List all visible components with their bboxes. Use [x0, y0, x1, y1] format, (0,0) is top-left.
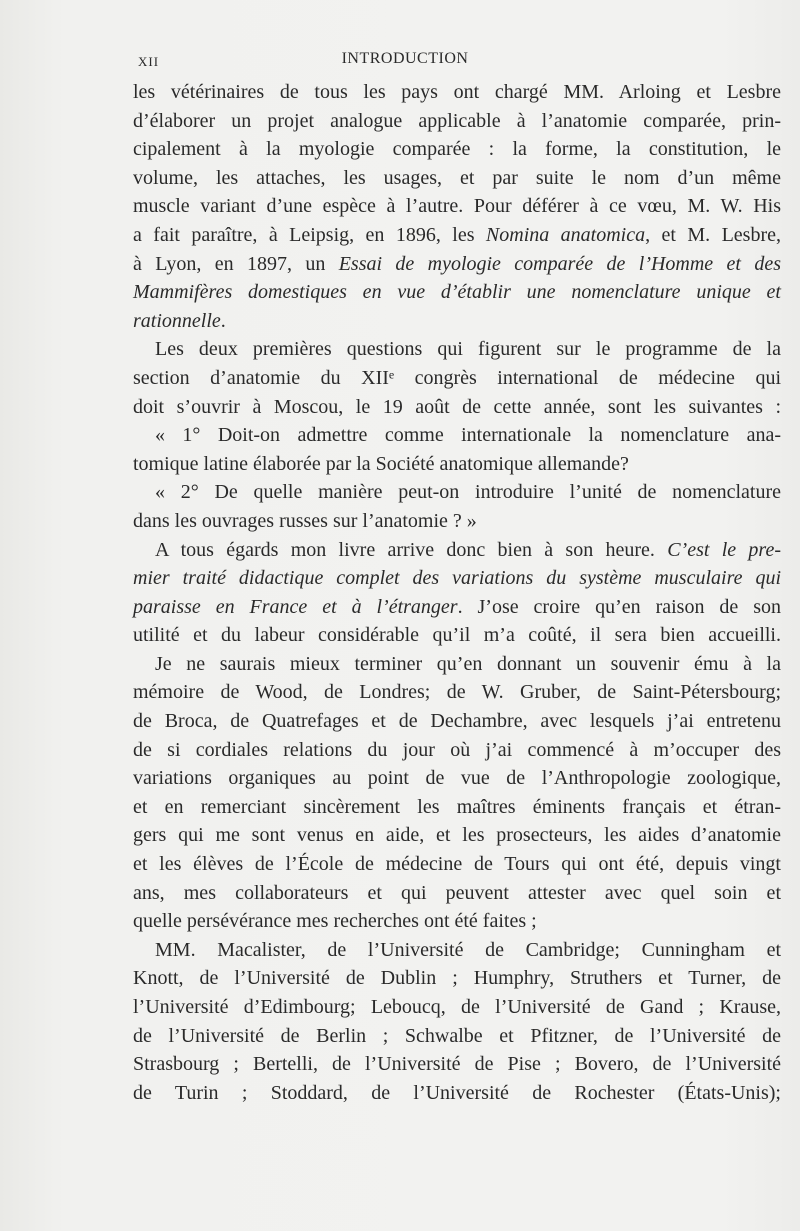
text-segment: Les deux premières questions qui figurent sur le programme de la: [155, 338, 781, 361]
text-line: [133, 764, 781, 793]
text-line: [133, 1050, 781, 1079]
text-segment: cipalement à la myologie comparée : la forme, la constitution, le: [133, 138, 781, 161]
text-line: [133, 850, 781, 879]
text-segment: . J’ose croire qu’en raison de son: [457, 595, 781, 618]
text-segment: variations organiques au point de vue de l’Anthropologie zoologique,: [133, 767, 781, 790]
text-segment: et les élèves de l’École de médecine de Tours qui ont été, depuis vingt: [133, 853, 781, 876]
text-line: [133, 593, 781, 622]
text-line: [133, 192, 781, 221]
text-line: [133, 936, 781, 965]
text-segment: utilité et du labeur considérable qu’il m’a coûté, il sera bien accueilli.: [133, 624, 781, 647]
text-segment: et en remerciant sincèrement les maîtres éminents français et étran-: [133, 795, 781, 818]
text-segment: a fait paraître, à Leipsig, en 1896, les: [133, 223, 486, 246]
text-segment: de Broca, de Quatrefages et de Dechambre, avec lesquels j’ai entretenu: [133, 710, 781, 733]
text-segment: Je ne saurais mieux terminer qu’en donnant un souvenir ému à la: [155, 652, 781, 675]
text-line: [133, 821, 781, 850]
text-line: [133, 393, 781, 422]
text-line: [133, 536, 781, 565]
text-segment: d’élaborer un projet analogue applicable à l’anatomie comparée, prin-: [133, 109, 781, 132]
text-segment: MM. Macalister, de l’Université de Cambridge; Cunningham et: [155, 938, 781, 961]
text-line: [133, 107, 781, 136]
text-segment: l’Université d’Edimbourg; Leboucq, de l’Université de Gand ; Krause,: [133, 996, 781, 1018]
text-line: [133, 307, 781, 336]
italic-text: paraisse en France et à l’étranger: [133, 595, 458, 618]
text-line: [133, 250, 781, 279]
text-segment: volume, les attaches, les usages, et par suite le nom d’un même: [133, 166, 781, 189]
text-segment: mémoire de Wood, de Londres; de W. Gruber, de Saint-Pétersbourg;: [133, 681, 781, 704]
text-segment: dans les ouvrages russes sur l’anatomie ? »: [133, 509, 477, 532]
text-line: [133, 478, 781, 507]
text-line: [133, 78, 781, 107]
italic-text: rationnelle: [133, 309, 221, 332]
text-segment: Strasbourg ; Bertelli, de l’Université de Pise ; Bovero, de l’Université: [133, 1053, 781, 1076]
text-line: [133, 1079, 781, 1108]
italic-text: C’est le pre-: [667, 538, 781, 561]
text-segment: Knott, de l’Université de Dublin ; Humphry, Struthers et Turner, de: [133, 967, 781, 990]
text-line: [133, 421, 781, 450]
text-line: [133, 678, 781, 707]
text-line: [133, 707, 781, 736]
text-segment: ans, mes collaborateurs et qui peuvent attester avec quel soin et: [133, 881, 781, 904]
italic-text: Mammifères domestiques en vue d’établir une nomenclature unique et: [133, 281, 781, 304]
text-line: [133, 221, 781, 250]
page-body-text: [133, 78, 781, 1107]
text-segment: muscle variant d’une espèce à l’autre. Pour déférer à ce vœu, M. W. His: [133, 195, 781, 218]
text-segment: « 1° Doit-on admettre comme internationale la nomenclature ana-: [155, 424, 781, 447]
text-line: [133, 450, 781, 479]
text-line: [133, 793, 781, 822]
text-line: [133, 564, 781, 593]
text-segment: , et M. Lesbre,: [645, 223, 781, 246]
text-line: [133, 650, 781, 679]
text-line: [133, 135, 781, 164]
text-segment: de l’Université de Berlin ; Schwalbe et Pfitzner, de l’Université de: [133, 1024, 781, 1047]
text-segment: quelle persévérance mes recherches ont été faites ;: [133, 910, 537, 933]
text-segment: à Lyon, en 1897, un: [133, 252, 339, 275]
text-line: [133, 993, 781, 1022]
text-line: [133, 621, 781, 650]
text-segment: section d’anatomie du XIIᵉ congrès international de médecine qui: [133, 366, 781, 389]
italic-text: Essai de myologie comparée de l’Homme et des: [338, 252, 782, 275]
text-segment: doit s’ouvrir à Moscou, le 19 août de cette année, sont les suivantes :: [133, 395, 781, 418]
text-segment: « 2° De quelle manière peut-on introduire l’unité de nomenclature: [155, 481, 781, 504]
running-title: INTRODUCTION: [341, 50, 469, 67]
text-line: [133, 164, 781, 193]
text-line: [133, 507, 781, 536]
text-line: [133, 907, 781, 936]
italic-text: Nomina anatomica: [485, 223, 646, 246]
text-segment: de Turin ; Stoddard, de l’Université de Rochester (États-Unis);: [133, 1081, 781, 1104]
text-line: [133, 364, 781, 393]
text-line: [133, 1022, 781, 1051]
text-segment: de si cordiales relations du jour où j’ai commencé à m’occuper des: [133, 738, 781, 761]
text-line: [133, 879, 781, 908]
page-number: XII: [138, 54, 160, 69]
text-line: [133, 335, 781, 364]
text-line: [133, 278, 781, 307]
text-line: [133, 736, 781, 765]
text-segment: gers qui me sont venus en aide, et les prosecteurs, les aides d’anatomie: [133, 824, 781, 847]
text-segment: tomique latine élaborée par la Société anatomique allemande?: [133, 452, 629, 475]
italic-text: mier traité didactique complet des variations du système musculaire qui: [133, 567, 781, 590]
text-segment: les vétérinaires de tous les pays ont chargé MM. Arloing et Lesbre: [133, 81, 781, 103]
text-line: [133, 964, 781, 993]
text-segment: .: [220, 309, 226, 332]
text-segment: A tous égards mon livre arrive donc bien à son heure.: [155, 538, 668, 561]
